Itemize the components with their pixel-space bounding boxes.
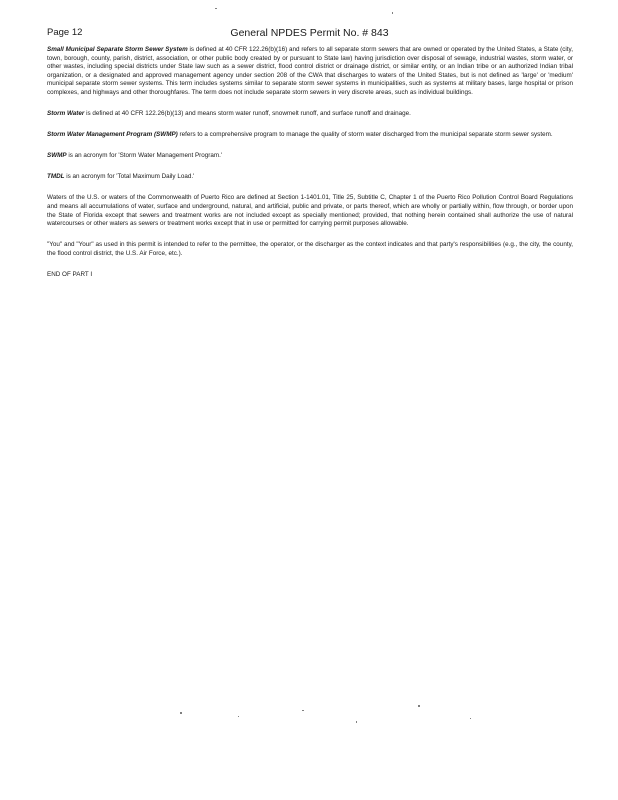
definition-paragraph [47, 131, 573, 140]
scan-speck [418, 705, 420, 707]
definition-text: is defined at 40 CFR 122.26(b)(13) and means storm water runoff, snowmelt runoff, and surface runoff and drainage. [84, 110, 411, 118]
definition-term: SWMP [47, 152, 67, 160]
definition-paragraph [47, 241, 573, 258]
definition-term: Storm Water [47, 110, 85, 118]
scan-speck [470, 718, 471, 719]
scan-speck [302, 710, 304, 711]
definition-text: is an acronym for 'Storm Water Management Program.' [66, 152, 223, 160]
scan-speck [215, 8, 217, 9]
definition-text: "You" and "Your" as used in this permit is intended to refer to the permittee, the operator, or the discharger as the context indicates and that party's responsibilities (e.g., the city, the county, the flood control district, the U.S. Air Force, etc.). [47, 241, 573, 257]
definition-paragraph [47, 110, 573, 119]
document-title: General NPDES Permit No. # 843 [230, 27, 389, 39]
scan-speck [238, 716, 239, 717]
definition-term: Storm Water Management Program (SWMP) [47, 131, 178, 139]
definition-paragraph [47, 173, 573, 182]
scan-speck [356, 721, 357, 723]
end-of-part-marker: END OF PART I [47, 271, 93, 278]
definition-text: is an acronym for 'Total Maximum Daily Load.' [64, 173, 195, 181]
definition-term: TMDL [47, 173, 65, 181]
definition-paragraph [47, 152, 573, 161]
definition-term: Small Municipal Separate Storm Sewer System [47, 46, 188, 53]
document-body [47, 46, 573, 280]
definition-text: is defined at 40 CFR 122.26(b)(16) and refers to all separate storm sewers that are owned or operated by the United States, a State (city, town, borough, county, parish, district, association, or other public body created by or pursuant to State law) having jurisdiction over disposal of sewage, industrial wastes, storm water, or other wastes, including special districts under State law such as a sewer district, flood control district or drainage district, or similar entity, or an Indian tribe or an authorized Indian tribal organization, or a designated and approved management agency under section 208 of the CWA that discharges to waters of the United States, but is not defined as 'large' or 'medium' municipal separate storm sewer systems. This term includes systems similar to separate storm sewer systems in municipalities, such as systems at military bases, large hospital or prison complexes, and highways and other thoroughfares. The term does not include separate storm sewers in very discrete areas, such as individual buildings. [47, 46, 573, 96]
page-number: Page 12 [47, 27, 83, 38]
definition-paragraph [47, 194, 573, 228]
definition-paragraph [47, 46, 573, 98]
scan-speck [392, 12, 393, 14]
definition-text: refers to a comprehensive program to manage the quality of storm water discharged from the municipal separate storm sewer system. [177, 131, 553, 139]
definition-text: Waters of the U.S. or waters of the Commonwealth of Puerto Rico are defined at Section 1-1401.01, Title 25, Subtitle C, Chapter 1 of the Puerto Rico Pollution Control Board Regulations and means all accumulations of water, surface and underground, natural, and artificial, public and private, or parts thereof, which are wholly or partially within, flow through, or border upon the State of Florida except that sewers and treatment works are not included except as specially mentioned; provided, that nothing herein contained shall authorize the use of natural watercourses or other waters as sewers or treatment works except that in use or permitted for carrying permit purposes allowable. [47, 194, 573, 228]
scan-speck [180, 712, 182, 714]
page-header [47, 27, 572, 39]
